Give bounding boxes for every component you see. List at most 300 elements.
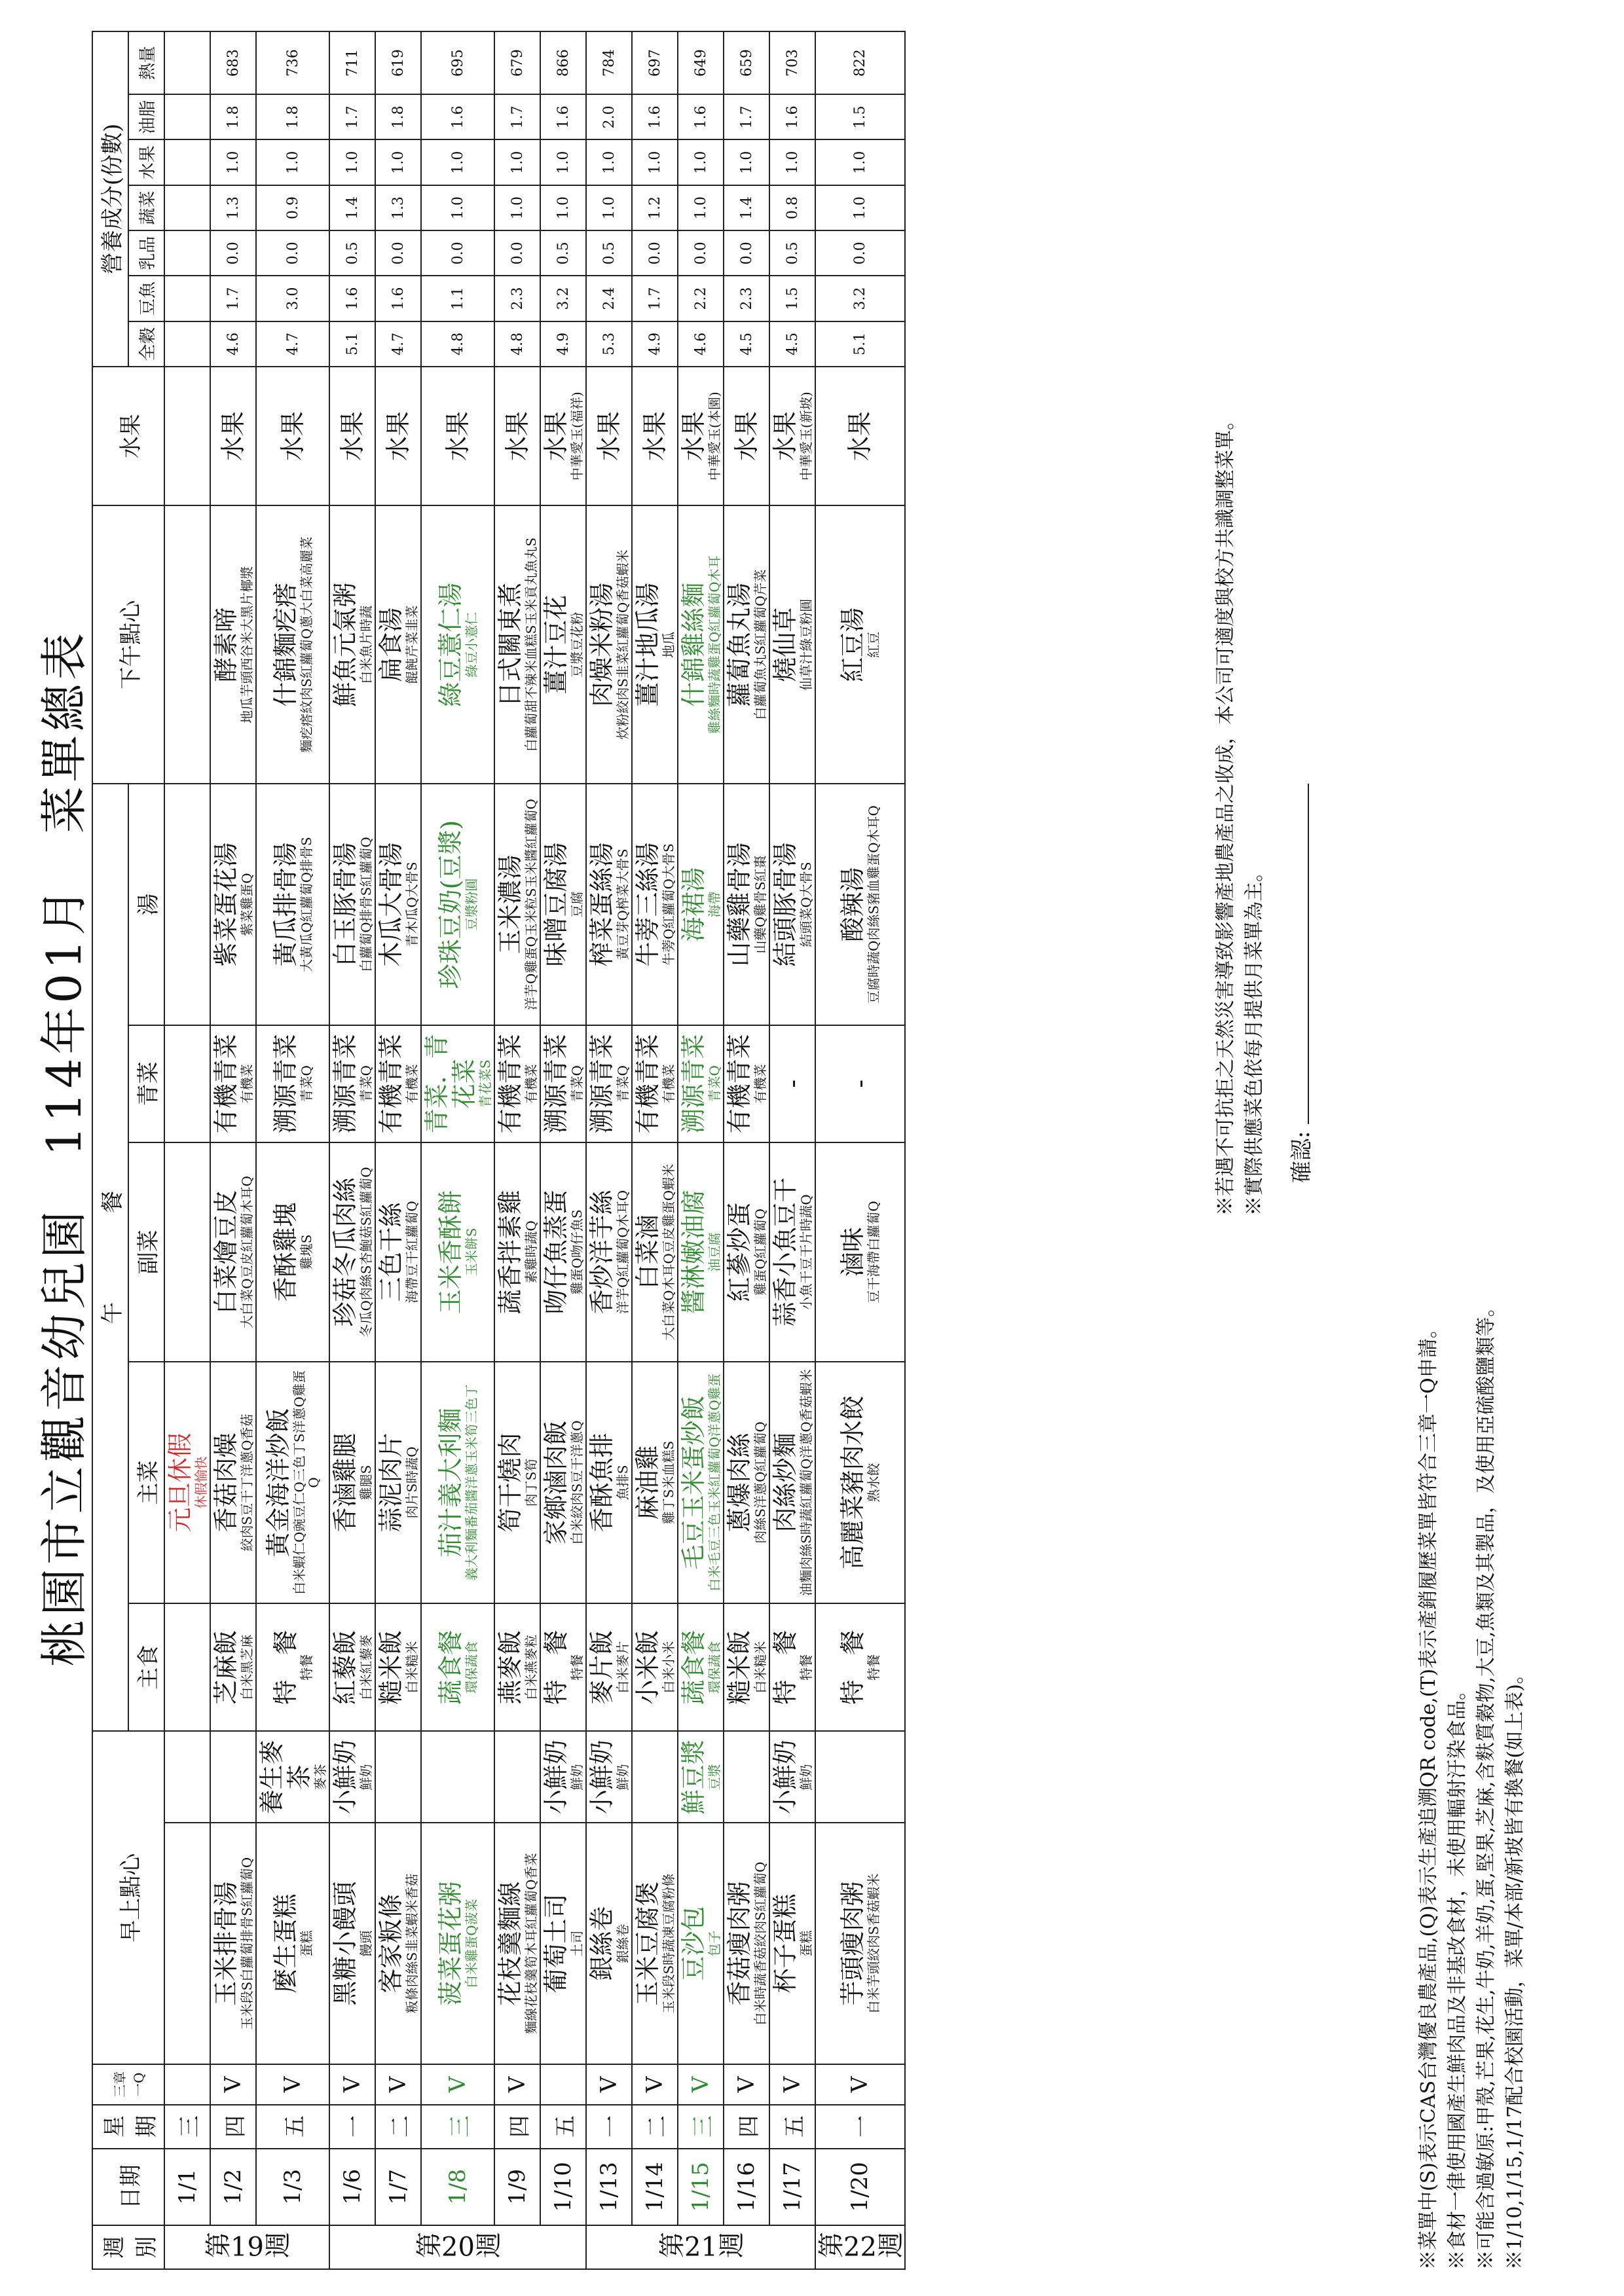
soup-cell	[540, 784, 586, 1025]
soup-cell	[815, 784, 905, 1025]
side-dish-cell	[421, 1142, 494, 1362]
main-dish-name: 麻油雞	[633, 1445, 662, 1520]
soup-name: 白玉豚骨湯	[331, 842, 360, 967]
menu-table	[92, 31, 906, 2270]
note-3: ※可能含過敏原:甲殼,芒果,花生,牛奶,羊奶,蛋,堅果,芝麻,含麩質穀物,大豆,魚類及其製品，及使用亞硫酸鹽類等。	[1475, 1297, 1498, 2270]
nutrition-fruit: 1.0	[210, 140, 256, 185]
fruit-name: 水果	[640, 411, 669, 462]
morning-drink-name: 小鮮奶	[771, 1740, 800, 1815]
soup-cell	[632, 784, 678, 1025]
nutrition-grain: 4.7	[375, 321, 421, 367]
soup-ingredients: 青木瓜Q大骨S	[404, 862, 420, 947]
confirm-line	[1283, 784, 1316, 1183]
main-dish-cell	[586, 1362, 632, 1603]
vegetable-ingredients: 有機菜	[661, 1064, 676, 1104]
vegetable-cell	[164, 1025, 210, 1142]
fruit-name: 水果	[278, 411, 307, 462]
header-morning: 早上點心	[92, 1732, 164, 2065]
nutrition-kcal: 866	[540, 31, 586, 94]
morning-snack-name: 麼生蛋糕	[271, 1893, 300, 1994]
afternoon-snack-ingredients: 白蘿蔔魚丸S紅蘿蔔Q芹菜	[752, 569, 768, 720]
nutrition-protein: 1.7	[210, 276, 256, 321]
staple-ingredients: 白米麥片	[615, 1641, 631, 1694]
afternoon-snack-name: 肉燥米粉湯	[587, 582, 616, 707]
main-dish-name: 香酥魚排	[587, 1432, 616, 1533]
side-dish-name: 白菜燴豆皮	[212, 1190, 240, 1315]
header-main: 主菜	[128, 1362, 164, 1603]
nutrition-fat: 2.0	[586, 94, 632, 139]
nutrition-grain: 5.1	[815, 321, 905, 367]
nutrition-veg: 0.8	[769, 185, 815, 230]
nutrition-dairy: 0.0	[210, 230, 256, 276]
morning-drink-ingredients: 麥茶	[312, 1764, 328, 1791]
side-dish-ingredients: 雞蛋Q紅蘿蔔Q	[752, 1209, 768, 1296]
header-n-grain: 全穀	[128, 321, 164, 367]
staple-ingredients: 白米燕麥粒	[523, 1634, 539, 1700]
nutrition-grain: 4.8	[421, 321, 494, 367]
vegetable-ingredients: 青菜Q	[299, 1065, 314, 1102]
weekday-cell: 三	[678, 2105, 724, 2149]
staple-ingredients: 特餐	[299, 1654, 314, 1681]
staple-name: 蔬食餐	[436, 1630, 465, 1705]
header-lunch: 午 餐	[92, 784, 128, 1731]
date-cell: 1/13	[586, 2149, 632, 2225]
morning-drink-name: 鮮豆漿	[679, 1740, 708, 1815]
nutrition-protein: 3.2	[540, 276, 586, 321]
fruit-cell	[494, 367, 540, 505]
header-date: 日期	[92, 2149, 164, 2225]
vegetable-name: 有機青菜	[725, 1034, 754, 1134]
menu-row	[210, 31, 256, 2269]
soup-name: 木瓜大骨湯	[377, 842, 405, 967]
afternoon-snack-ingredients: 地瓜芋頭西谷米大黑片椰漿	[239, 566, 255, 723]
main-dish-cell	[375, 1362, 421, 1603]
staple-cell	[724, 1603, 769, 1732]
side-dish-ingredients: 豆干海帶白蘿蔔Q	[866, 1201, 882, 1303]
vegetable-ingredients: 有機菜	[752, 1064, 768, 1104]
nutrition-grain: 4.7	[256, 321, 329, 367]
nutrition-veg: 1.0	[586, 185, 632, 230]
fruit-cell	[164, 367, 210, 505]
nutrition-dairy: 0.0	[421, 230, 494, 276]
header-n-dairy: 乳品	[128, 230, 164, 276]
main-dish-ingredients: 白米毛豆三色玉米紅蘿蔔Q洋蔥Q雞蛋	[707, 1374, 722, 1592]
afternoon-snack-name: 扁食湯	[377, 607, 405, 682]
main-dish-ingredients: 休假愉快	[193, 1456, 209, 1509]
nutrition-fat: 1.6	[540, 94, 586, 139]
main-dish-ingredients: 油麵肉絲S時蔬紅蘿蔔Q洋蔥Q香菇蝦米	[798, 1369, 814, 1596]
note-right-2: ※實際供應菜色依每月提供月菜單為主。	[1243, 862, 1266, 1216]
nutrition-fat: 1.6	[769, 94, 815, 139]
side-dish-name: 珍菇冬瓜肉絲	[331, 1177, 360, 1327]
soup-name: 海裙湯	[679, 867, 708, 942]
soup-name: 結頭豚骨湯	[771, 842, 800, 967]
nutrition-fruit: 1.0	[769, 140, 815, 185]
date-cell: 1/7	[375, 2149, 421, 2225]
main-dish-name: 高麗菜豬肉水餃	[838, 1395, 868, 1570]
fruit-name: 水果	[732, 411, 761, 462]
nutrition-kcal	[164, 31, 210, 94]
nutrition-protein: 1.5	[769, 276, 815, 321]
nutrition-veg: 1.3	[210, 185, 256, 230]
date-cell: 1/17	[769, 2149, 815, 2225]
nutrition-fruit: 1.0	[540, 140, 586, 185]
header-n-protein: 豆魚	[128, 276, 164, 321]
fruit-cell	[375, 367, 421, 505]
afternoon-snack-ingredients: 豆漿豆花粉	[569, 611, 585, 678]
morning-snack-name: 葡萄土司	[542, 1893, 570, 1994]
header-afternoon: 下午點心	[92, 505, 164, 784]
afternoon-snack-cell	[769, 505, 815, 784]
morning-drink-cell	[421, 1732, 494, 1823]
side-dish-ingredients: 素雞時蔬Q	[523, 1220, 539, 1284]
staple-cell	[256, 1603, 329, 1732]
main-dish-cell	[494, 1362, 540, 1603]
nutrition-dairy	[164, 230, 210, 276]
main-dish-name: 元旦休假	[166, 1432, 194, 1533]
vegetable-name: 有機青菜	[496, 1034, 525, 1134]
side-dish-ingredients: 小魚干豆干片時蔬Q	[798, 1194, 814, 1310]
afternoon-snack-cell	[815, 505, 905, 784]
morning-snack-cell	[164, 1823, 210, 2064]
afternoon-snack-cell	[724, 505, 769, 784]
nutrition-grain: 5.1	[329, 321, 375, 367]
vegetable-cell	[256, 1025, 329, 1142]
morning-snack-cell	[769, 1823, 815, 2064]
nutrition-veg: 1.3	[375, 185, 421, 230]
main-dish-name: 香滷雞腿	[331, 1432, 360, 1533]
signature-line	[1289, 784, 1309, 1124]
menu-row	[375, 31, 421, 2269]
staple-ingredients: 特餐	[866, 1654, 882, 1681]
confirm-label: 確認:	[1289, 1131, 1315, 1183]
side-dish-name: 蒜香小魚豆干	[771, 1177, 800, 1327]
soup-cell	[724, 784, 769, 1025]
menu-row	[769, 31, 815, 2269]
main-dish-ingredients: 白米絞肉S豆干洋蔥Q	[569, 1420, 585, 1545]
main-dish-ingredients: 熟水餃	[866, 1463, 882, 1503]
nutrition-protein	[164, 276, 210, 321]
side-dish-ingredients: 大白菜Q木耳Q豆皮雞蛋Q蝦米	[661, 1163, 676, 1341]
soup-ingredients: 大黃瓜Q紅蘿蔔Q排骨S	[299, 837, 314, 972]
afternoon-snack-cell	[540, 505, 586, 784]
staple-cell	[632, 1603, 678, 1732]
vegetable-ingredients: 有機菜	[404, 1064, 420, 1104]
morning-snack-ingredients: 蛋糕	[299, 1930, 314, 1957]
vegetable-name: 溯源青菜	[271, 1034, 300, 1134]
afternoon-snack-ingredients: 地瓜	[661, 631, 676, 658]
side-dish-cell	[256, 1142, 329, 1362]
morning-snack-ingredients: 玉米段S白蘿蔔排骨S紅蘿蔔Q	[239, 1857, 255, 2030]
staple-name: 蔬食餐	[679, 1630, 708, 1705]
q-cell: V	[586, 2064, 632, 2104]
nutrition-kcal: 784	[586, 31, 632, 94]
side-dish-name: 白菜滷	[633, 1214, 662, 1290]
staple-cell	[164, 1603, 210, 1732]
staple-cell	[329, 1603, 375, 1732]
soup-cell	[329, 784, 375, 1025]
morning-snack-name: 客家粄條	[377, 1893, 405, 1994]
morning-snack-ingredients: 蛋糕	[798, 1930, 814, 1957]
nutrition-grain: 4.9	[540, 321, 586, 367]
nutrition-veg: 1.0	[815, 185, 905, 230]
side-dish-cell	[724, 1142, 769, 1362]
staple-ingredients: 特餐	[569, 1654, 585, 1681]
morning-drink-cell	[375, 1732, 421, 1823]
header-week: 週別	[92, 2225, 164, 2269]
soup-name: 酸辣湯	[838, 867, 868, 942]
main-dish-ingredients: 白米蝦仁Q豌豆仁Q三色丁S洋蔥Q雞蛋Q	[291, 1370, 322, 1595]
vegetable-cell	[815, 1025, 905, 1142]
menu-row	[678, 31, 724, 2269]
soup-ingredients: 豆腐時蔬Q肉絲S豬血雞蛋Q木耳Q	[866, 805, 882, 1004]
q-cell: V	[256, 2064, 329, 2104]
morning-drink-ingredients: 豆漿	[707, 1764, 722, 1791]
soup-name: 紫菜蛋花湯	[212, 842, 240, 967]
nutrition-kcal: 711	[329, 31, 375, 94]
notes	[1414, 44, 1530, 2270]
header-fruit: 水果	[92, 367, 164, 505]
note-1: ※菜單中(S)表示CAS台灣優良農產品,(Q)表示生產追溯QR code,(T)表示產銷履歷菜單皆符合三章一Q申請。	[1417, 1319, 1440, 2270]
nutrition-kcal: 659	[724, 31, 769, 94]
fruit-name: 水果	[595, 411, 623, 462]
staple-ingredients: 白米糙米	[404, 1641, 420, 1694]
morning-drink-cell	[678, 1732, 724, 1823]
morning-drink-ingredients: 鮮奶	[358, 1764, 374, 1791]
main-dish-name: 毛豆玉米蛋炒飯	[679, 1395, 708, 1570]
main-dish-cell	[210, 1362, 256, 1603]
afternoon-snack-cell	[632, 505, 678, 784]
q-cell	[164, 2064, 210, 2104]
soup-cell	[678, 784, 724, 1025]
weekday-cell: 三	[164, 2105, 210, 2149]
side-dish-cell	[632, 1142, 678, 1362]
side-dish-name: 紅蔘炒蛋	[725, 1202, 754, 1302]
menu-row	[421, 31, 494, 2269]
morning-snack-ingredients: 麵線花枝羹筍木耳紅蘿蔔Q香菜	[523, 1853, 539, 2034]
q-cell: V	[815, 2064, 905, 2104]
morning-snack-name: 玉米排骨湯	[212, 1881, 240, 2006]
staple-cell	[494, 1603, 540, 1732]
nutrition-protein: 3.2	[815, 276, 905, 321]
fruit-ingredients: 中華愛玉(新坡)	[798, 392, 814, 481]
afternoon-snack-name: 什錦麵疙瘩	[271, 582, 300, 707]
soup-ingredients: 豆漿粉圓	[464, 878, 479, 931]
soup-ingredients: 山藥Q雞骨S紅棗	[752, 855, 768, 954]
afternoon-snack-name: 薑汁地瓜湯	[633, 582, 662, 707]
fruit-cell	[329, 367, 375, 505]
nutrition-fat: 1.6	[678, 94, 724, 139]
soup-cell	[586, 784, 632, 1025]
main-dish-cell	[329, 1362, 375, 1603]
staple-name: 特 餐	[838, 1630, 868, 1705]
fruit-name: 水果	[845, 411, 875, 462]
nutrition-fat: 1.8	[256, 94, 329, 139]
weekday-cell: 四	[494, 2105, 540, 2149]
q-cell: V	[421, 2064, 494, 2104]
morning-drink-cell	[540, 1732, 586, 1823]
fruit-cell	[256, 367, 329, 505]
afternoon-snack-name: 紅豆湯	[838, 607, 868, 682]
nutrition-kcal: 695	[421, 31, 494, 94]
nutrition-fruit	[164, 140, 210, 185]
nutrition-protein: 3.0	[256, 276, 329, 321]
week-label: 第22週	[815, 2225, 905, 2269]
nutrition-grain: 4.5	[769, 321, 815, 367]
menu-row	[329, 31, 375, 2269]
nutrition-fruit: 1.0	[586, 140, 632, 185]
nutrition-grain: 4.8	[494, 321, 540, 367]
morning-drink-ingredients: 鮮奶	[798, 1764, 814, 1791]
morning-drink-cell	[494, 1732, 540, 1823]
main-dish-name: 筍干燒肉	[496, 1432, 525, 1533]
morning-snack-cell	[678, 1823, 724, 2064]
nutrition-fat: 1.7	[724, 94, 769, 139]
week-label: 第20週	[329, 2225, 586, 2269]
fruit-name: 水果	[384, 411, 413, 462]
weekday-cell: 三	[421, 2105, 494, 2149]
morning-snack-cell	[421, 1823, 494, 2064]
morning-snack-ingredients: 饅頭	[358, 1930, 374, 1957]
afternoon-snack-cell	[586, 505, 632, 784]
date-cell: 1/1	[164, 2149, 210, 2225]
morning-snack-cell	[586, 1823, 632, 2064]
soup-ingredients: 豆腐	[569, 891, 585, 918]
morning-snack-name: 芋頭瘦肉粥	[838, 1881, 868, 2006]
main-dish-ingredients: 雞丁S米血糕S	[661, 1440, 676, 1525]
soup-ingredients: 白蘿蔔Q排骨S紅蘿蔔Q	[358, 837, 374, 972]
nutrition-fat: 1.5	[815, 94, 905, 139]
vegetable-name: -	[845, 1079, 875, 1088]
main-dish-ingredients: 肉片S時蔬Q	[404, 1446, 420, 1519]
staple-ingredients: 特餐	[798, 1654, 814, 1681]
side-dish-ingredients: 玉米餅S	[464, 1228, 479, 1277]
nutrition-protein: 2.3	[724, 276, 769, 321]
morning-snack-ingredients: 白米時蔬香菇絞肉S紅蘿蔔Q	[752, 1861, 768, 2026]
weekday-cell: 五	[769, 2105, 815, 2149]
header-staple: 主食	[128, 1603, 164, 1732]
morning-drink-cell	[724, 1732, 769, 1823]
afternoon-snack-ingredients: 紅豆	[866, 631, 882, 658]
main-dish-cell	[632, 1362, 678, 1603]
weekday-cell: 一	[329, 2105, 375, 2149]
side-dish-ingredients: 冬瓜Q肉絲S杏鮑菇S紅蘿蔔Q	[358, 1167, 374, 1338]
side-dish-ingredients: 雞蛋Q吻仔魚S	[569, 1209, 585, 1295]
weekday-cell: 一	[815, 2105, 905, 2149]
morning-drink-cell	[210, 1732, 256, 1823]
morning-snack-cell	[210, 1823, 256, 2064]
nutrition-fat: 1.6	[632, 94, 678, 139]
staple-ingredients: 環保蔬食	[707, 1641, 722, 1694]
afternoon-snack-cell	[256, 505, 329, 784]
side-dish-cell	[586, 1142, 632, 1362]
staple-ingredients: 環保蔬食	[464, 1641, 479, 1694]
morning-snack-ingredients: 玉米段S時蔬凍豆腐粉條	[661, 1873, 676, 2014]
morning-drink-ingredients: 鮮奶	[569, 1764, 585, 1791]
nutrition-fruit: 1.0	[678, 140, 724, 185]
morning-drink-cell	[632, 1732, 678, 1823]
header-n-kcal: 熱量	[128, 31, 164, 94]
afternoon-snack-cell	[678, 505, 724, 784]
soup-cell	[210, 784, 256, 1025]
staple-name: 芝麻飯	[212, 1630, 240, 1705]
nutrition-fat	[164, 94, 210, 139]
staple-cell	[678, 1603, 724, 1732]
main-dish-cell	[164, 1362, 210, 1603]
afternoon-snack-ingredients: 白米魚片時蔬	[358, 605, 374, 684]
fruit-name: 水果	[503, 411, 532, 462]
main-dish-ingredients: 魚排S	[615, 1465, 631, 1501]
afternoon-snack-ingredients: 雞絲麵時蔬雞蛋Q紅蘿蔔Q木耳	[707, 555, 722, 735]
main-dish-name: 蒜泥肉片	[377, 1432, 405, 1533]
nutrition-grain: 4.9	[632, 321, 678, 367]
vegetable-cell	[586, 1025, 632, 1142]
side-dish-name: 醬淋嫩油腐	[679, 1190, 708, 1315]
fruit-name: 水果	[219, 411, 248, 462]
q-cell: V	[724, 2064, 769, 2104]
side-dish-cell	[815, 1142, 905, 1362]
q-cell: V	[375, 2064, 421, 2104]
soup-ingredients: 紫菜雞蛋Q	[239, 873, 255, 936]
afternoon-snack-ingredients: 麵疙瘩紋肉S紅蘿蔔Q蔥大白菜高麗菜	[299, 536, 314, 753]
notes-right	[1211, 410, 1269, 1216]
vegetable-name: 溯源青菜	[542, 1034, 570, 1134]
nutrition-protein: 2.4	[586, 276, 632, 321]
nutrition-veg: 1.0	[678, 185, 724, 230]
q-cell: V	[210, 2064, 256, 2104]
side-dish-name: 吻仔魚蒸蛋	[542, 1190, 570, 1315]
soup-name: 牛蒡三絲湯	[633, 842, 662, 967]
staple-name: 特 餐	[542, 1630, 570, 1705]
nutrition-grain: 4.6	[210, 321, 256, 367]
fruit-cell	[421, 367, 494, 505]
nutrition-fruit: 1.0	[421, 140, 494, 185]
weekday-cell: 五	[540, 2105, 586, 2149]
fruit-cell	[540, 367, 586, 505]
staple-name: 特 餐	[771, 1630, 800, 1705]
main-dish-name: 茄汁義大利麵	[436, 1408, 465, 1558]
nutrition-kcal: 697	[632, 31, 678, 94]
morning-snack-name: 銀絲卷	[587, 1906, 616, 1981]
afternoon-snack-ingredients: 炊粉絞肉S韭菜紅蘿蔔Q香菇蝦米	[615, 549, 631, 740]
main-dish-cell	[256, 1362, 329, 1603]
weekday-cell: 二	[632, 2105, 678, 2149]
staple-cell	[421, 1603, 494, 1732]
nutrition-fat: 1.8	[375, 94, 421, 139]
nutrition-grain	[164, 321, 210, 367]
morning-snack-name: 黑糖小饅頭	[331, 1881, 360, 2006]
morning-snack-name: 豆沙包	[679, 1906, 708, 1981]
menu-row	[164, 31, 210, 2269]
vegetable-name: 溯源青菜	[587, 1034, 616, 1134]
afternoon-snack-ingredients: 綠豆小薏仁	[464, 611, 479, 678]
side-dish-cell	[164, 1142, 210, 1362]
side-dish-name: 三色干絲	[377, 1202, 405, 1302]
page-title: 桃園市立觀音幼兒園 114年01月 菜單總表	[37, 629, 92, 1667]
afternoon-snack-name: 燒仙草	[771, 607, 800, 682]
nutrition-veg	[164, 185, 210, 230]
vegetable-cell	[724, 1025, 769, 1142]
soup-ingredients: 海帶	[707, 891, 722, 918]
vegetable-ingredients: 青菜Q	[615, 1065, 631, 1102]
main-dish-cell	[815, 1362, 905, 1603]
date-cell: 1/3	[256, 2149, 329, 2225]
vegetable-name: 有機青菜	[377, 1034, 405, 1134]
nutrition-kcal: 736	[256, 31, 329, 94]
header-q: 三章一Q	[92, 2064, 164, 2104]
side-dish-cell	[540, 1142, 586, 1362]
vegetable-cell	[678, 1025, 724, 1142]
